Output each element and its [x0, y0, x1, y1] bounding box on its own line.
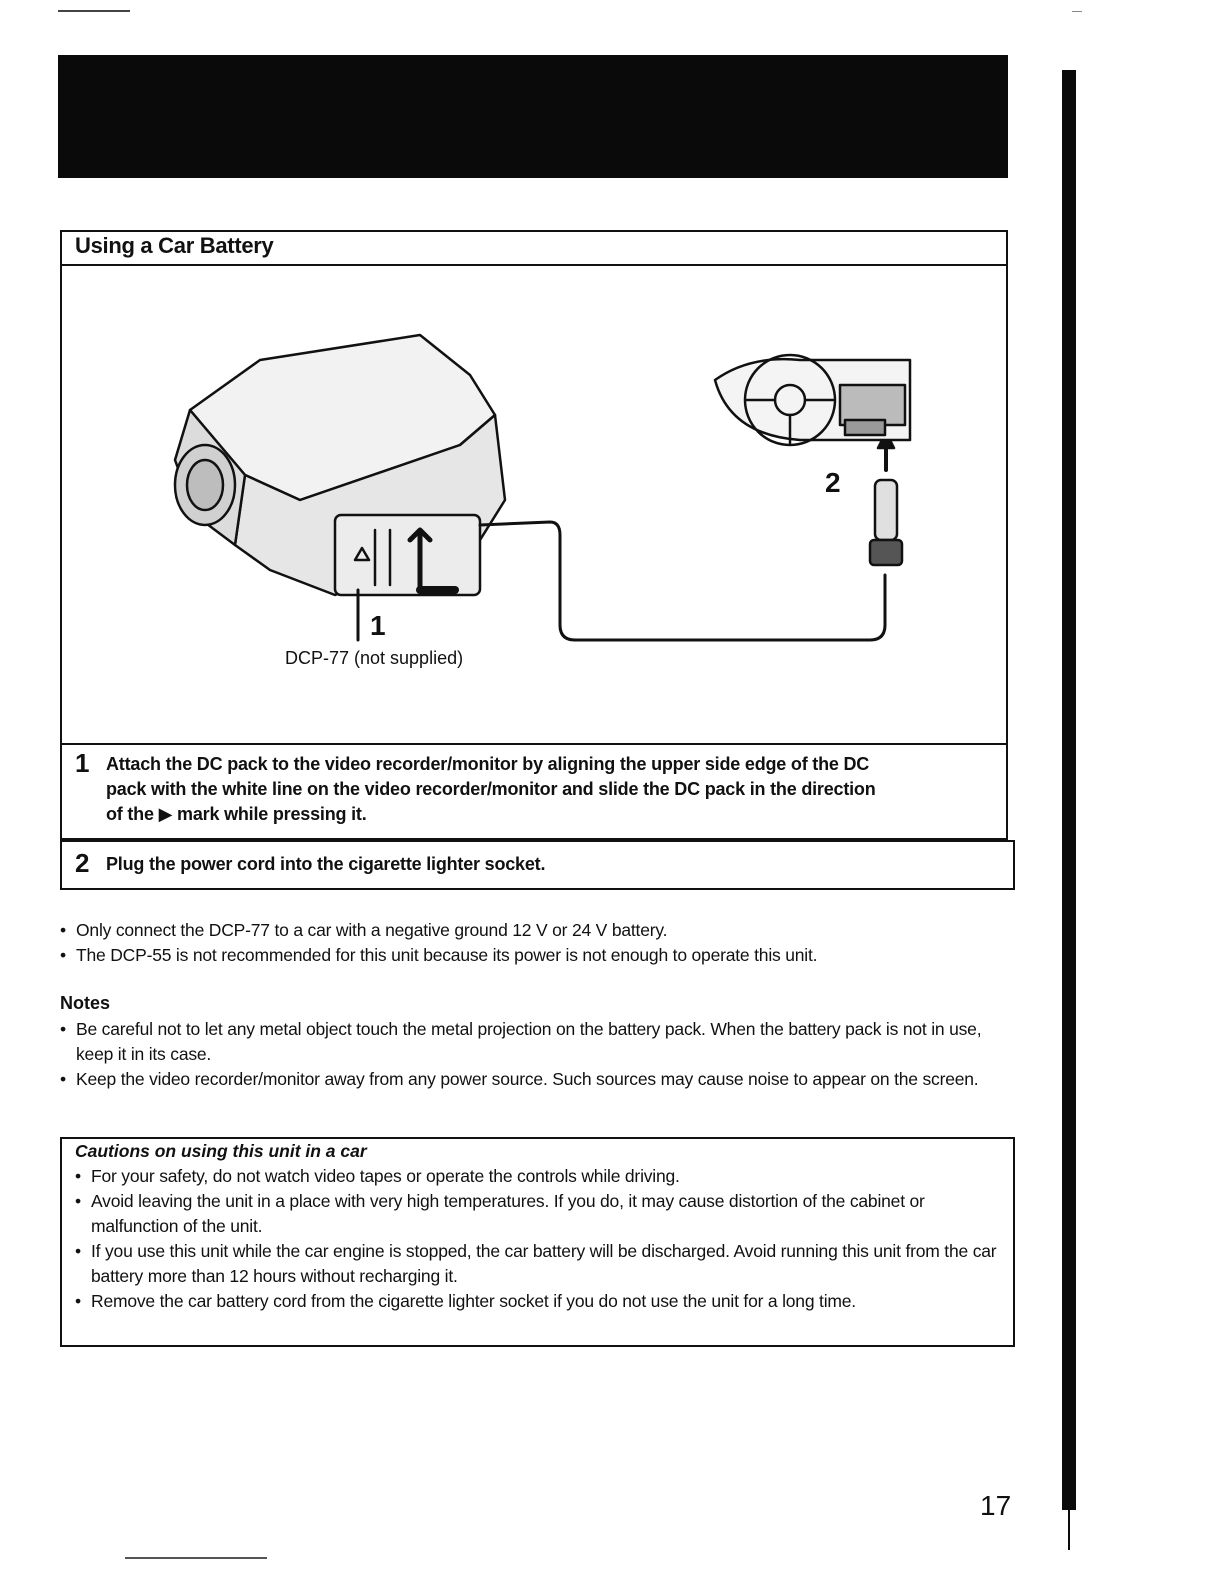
step-2-line-1: Plug the power cord into the cigarette lighter socket. — [106, 854, 546, 874]
step-1-line-3: of the ▶ mark while pressing it. — [106, 804, 367, 824]
top-rule — [58, 10, 130, 12]
info-bullet: • Only connect the DCP-77 to a car with a negative ground 12 V or 24 V battery. — [60, 918, 1010, 943]
bottom-rule — [125, 1557, 267, 1559]
info-bullets — [60, 918, 1010, 968]
power-cord — [480, 522, 885, 640]
top-dash — [1072, 11, 1082, 12]
step-divider — [60, 743, 1008, 745]
note-item: • Be careful not to let any metal object touch the metal projection on the battery pack. When the battery pack is not in use, keep it in its case. — [60, 1017, 1015, 1067]
step-1-number: 1 — [75, 748, 90, 778]
illustration-label-1: 1 — [370, 610, 386, 641]
info-bullet: • The DCP-55 is not recommended for this unit because its power is not enough to operate this unit. — [60, 943, 1010, 968]
car-battery-illustration — [150, 300, 950, 680]
step-1-line-2: pack with the white line on the video recorder/monitor and slide the DC pack in the direction — [106, 779, 876, 799]
illustration-caption: DCP-77 (not supplied) — [285, 648, 464, 668]
step-1-line-1: Attach the DC pack to the video recorder/monitor by aligning the upper side edge of the DC — [106, 754, 870, 774]
step-2-number: 2 — [75, 848, 90, 878]
lighter-plug — [875, 480, 897, 540]
header-banner — [58, 55, 1008, 178]
caution-item: • If you use this unit while the car engine is stopped, the car battery will be discharged. Avoid running this unit from the car battery more than 12 hours without recharging it. — [75, 1239, 1000, 1289]
right-edge-bar — [1062, 70, 1076, 1510]
cautions-list — [75, 1164, 1000, 1314]
caution-item: • Remove the car battery cord from the cigarette lighter socket if you do not use the unit for a long time. — [75, 1289, 1000, 1314]
cautions-heading: Cautions on using this unit in a car — [75, 1141, 367, 1161]
right-edge-bar-tail — [1068, 1510, 1070, 1550]
notes-heading: Notes — [60, 993, 111, 1013]
caution-item: • For your safety, do not watch video tapes or operate the controls while driving. — [75, 1164, 1000, 1189]
notes-list — [60, 1017, 1015, 1092]
page-number: 17 — [980, 1490, 1012, 1521]
section-title: Using a Car Battery — [75, 233, 274, 258]
note-item: • Keep the video recorder/monitor away from any power source. Such sources may cause noise to appear on the screen. — [60, 1067, 1015, 1092]
illustration-label-2: 2 — [825, 467, 841, 498]
caution-item: • Avoid leaving the unit in a place with very high temperatures. If you do, it may cause distortion of the cabinet or malfunction of the unit. — [75, 1189, 1000, 1239]
